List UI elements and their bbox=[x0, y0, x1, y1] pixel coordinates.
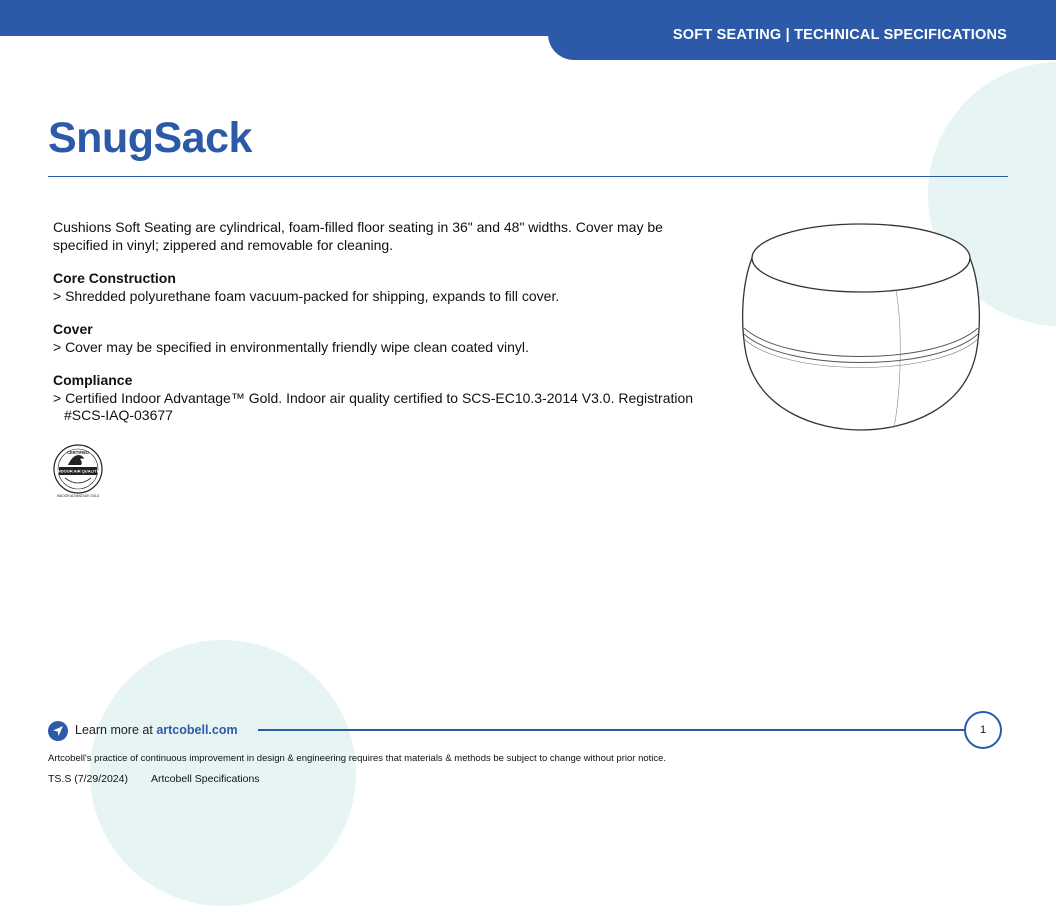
indoor-air-quality-seal bbox=[51, 443, 105, 503]
section-compliance bbox=[53, 372, 713, 425]
snugsack-product-illustration bbox=[736, 214, 986, 436]
seal-bottom-text: INDOOR ADVANTAGE GOLD bbox=[56, 494, 100, 498]
document-code: TS.S (7/29/2024) bbox=[48, 773, 128, 785]
footer-divider bbox=[258, 729, 966, 731]
seal-band-text: INDOOR AIR QUALITY bbox=[56, 468, 100, 474]
spec-content bbox=[53, 219, 713, 425]
learn-more-text: Learn more at bbox=[75, 723, 153, 737]
section-core-construction bbox=[53, 270, 713, 305]
intro-paragraph: Cushions Soft Seating are cylindrical, foam-filled floor seating in 36" and 48" widths. Cover may be specified in vinyl; zippered and removable for cleaning. bbox=[53, 219, 663, 253]
page-title: SnugSack bbox=[48, 114, 252, 162]
header-title: SOFT SEATING | TECHNICAL SPECIFICATIONS bbox=[672, 27, 1007, 43]
disclaimer: Artcobell's practice of continuous improvement in design & engineering requires that materials & methods be subject to change without prior notice. bbox=[48, 753, 667, 764]
website-link[interactable]: artcobell.com bbox=[156, 723, 238, 737]
title-divider bbox=[48, 176, 1008, 177]
section-heading: Cover bbox=[53, 321, 93, 337]
document-name: Artcobell Specifications bbox=[151, 773, 260, 785]
footer-learn-more bbox=[75, 723, 238, 737]
section-heading: Compliance bbox=[53, 372, 133, 388]
seal-top-text: CERTIFIED bbox=[66, 450, 90, 455]
section-cover bbox=[53, 321, 713, 356]
section-line: > Certified Indoor Advantage™ Gold. Indoor air quality certified to SCS-EC10.3-2014 V3.0. Registration #SCS-IAQ-03677 bbox=[53, 389, 694, 423]
section-line: > Cover may be specified in environmentally friendly wipe clean coated vinyl. bbox=[53, 338, 529, 355]
section-line: > Shredded polyurethane foam vacuum-packed for shipping, expands to fill cover. bbox=[53, 287, 560, 304]
section-heading: Core Construction bbox=[53, 270, 176, 286]
navigation-arrow-icon bbox=[48, 721, 68, 741]
page-number: 1 bbox=[964, 711, 1002, 749]
